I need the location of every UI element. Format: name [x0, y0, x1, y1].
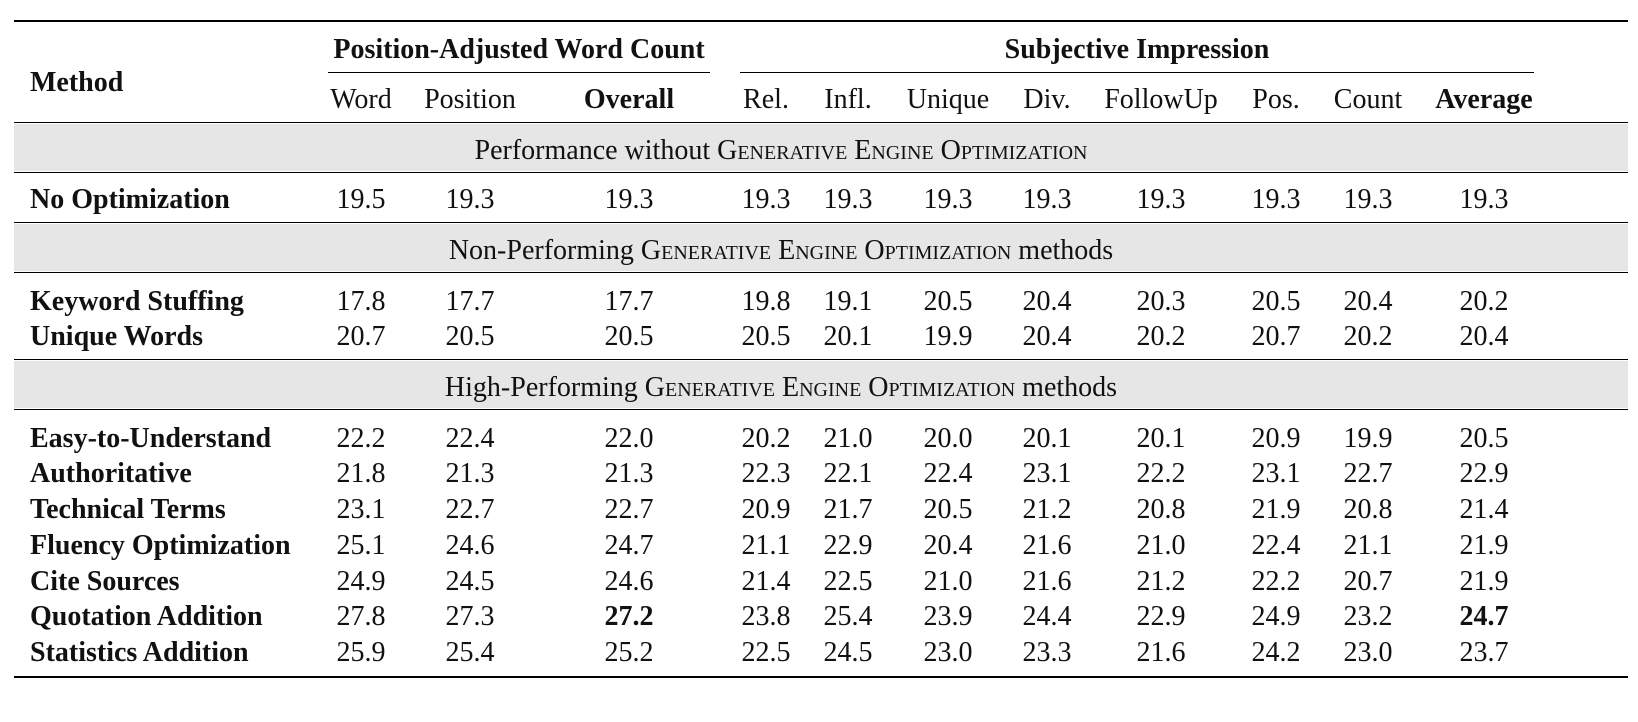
table-cell: 25.9: [336, 637, 386, 668]
table-cell: 19.3: [741, 184, 791, 215]
table-cell: 21.9: [1459, 530, 1509, 561]
table-cell: 21.3: [445, 458, 495, 489]
table-cell: 19.9: [1343, 423, 1393, 454]
section-rule-bottom-1: [14, 272, 1628, 273]
table-cell: 19.3: [1343, 184, 1393, 215]
table-cell: 21.9: [1459, 566, 1509, 597]
table-cell: 20.3: [1136, 286, 1186, 317]
group-header-subjective: Subjective Impression: [1004, 34, 1270, 65]
table-cell: 20.2: [1136, 321, 1186, 352]
table-cell: 17.8: [336, 286, 386, 317]
table-cell: 24.5: [823, 637, 873, 668]
table-cell: 19.9: [923, 321, 973, 352]
table-cell: 22.5: [823, 566, 873, 597]
table-cell: 17.7: [445, 286, 495, 317]
table-cell: 20.1: [1136, 423, 1186, 454]
table-cell: 19.3: [923, 184, 973, 215]
table-cell: 20.5: [1251, 286, 1301, 317]
row-method-label: Quotation Addition: [30, 601, 263, 632]
table-cell: 21.9: [1251, 494, 1301, 525]
table-cell: 23.1: [1022, 458, 1072, 489]
section-title-prefix: Performance without: [474, 135, 718, 166]
table-cell: 20.7: [1251, 321, 1301, 352]
table-cell: 21.7: [823, 494, 873, 525]
table-cell: 20.7: [1343, 566, 1393, 597]
table-cell: 21.6: [1022, 566, 1072, 597]
results-table: [14, 0, 1628, 722]
table-cell: 24.9: [336, 566, 386, 597]
table-cell: 23.9: [923, 601, 973, 632]
table-cell: 24.7: [1459, 601, 1509, 632]
table-cell: 25.2: [604, 637, 654, 668]
section-title-suffix: methods: [1015, 372, 1118, 403]
table-cell: 19.3: [1251, 184, 1301, 215]
column-header-average: Average: [1435, 84, 1533, 115]
table-cell: 23.2: [1343, 601, 1393, 632]
table-cell: 20.2: [1343, 321, 1393, 352]
table-cell: 23.3: [1022, 637, 1072, 668]
table-cell: 22.7: [1343, 458, 1393, 489]
section-rule-bottom-0: [14, 172, 1628, 173]
table-cell: 20.5: [923, 286, 973, 317]
row-method-label: Cite Sources: [30, 566, 180, 597]
table-cell: 22.3: [741, 458, 791, 489]
table-cell: 19.3: [604, 184, 654, 215]
table-cell: 22.1: [823, 458, 873, 489]
table-cell: 19.3: [1459, 184, 1509, 215]
section-title-geo: Generative Engine Optimization: [717, 135, 1088, 166]
table-cell: 24.5: [445, 566, 495, 597]
table-cell: 22.9: [1459, 458, 1509, 489]
table-cell: 20.9: [1251, 423, 1301, 454]
table-cell: 20.9: [741, 494, 791, 525]
table-cell: 24.6: [604, 566, 654, 597]
table-cell: 22.5: [741, 637, 791, 668]
table-cell: 23.1: [336, 494, 386, 525]
section-rule-top-0: [14, 122, 1628, 123]
table-cell: 22.2: [336, 423, 386, 454]
row-method-label: Statistics Addition: [30, 637, 249, 668]
table-cell: 23.7: [1459, 637, 1509, 668]
table-cell: 20.7: [336, 321, 386, 352]
table-cell: 22.4: [923, 458, 973, 489]
table-cell: 20.5: [604, 321, 654, 352]
table-cell: 25.4: [445, 637, 495, 668]
section-rule-bottom-2: [14, 409, 1628, 410]
section-title: [475, 137, 1088, 165]
table-cell: 20.5: [445, 321, 495, 352]
table-cell: 24.4: [1022, 601, 1072, 632]
table-cell: 20.4: [1343, 286, 1393, 317]
section-title-geo: Generative Engine Optimization: [640, 235, 1012, 266]
row-method-label: No Optimization: [30, 184, 230, 215]
table-cell: 24.2: [1251, 637, 1301, 668]
table-cell: 21.8: [336, 458, 386, 489]
column-header-followup: FollowUp: [1104, 84, 1218, 115]
section-rule-top-2: [14, 359, 1628, 360]
table-cell: 20.8: [1343, 494, 1393, 525]
group-header-word-count: Position-Adjusted Word Count: [333, 34, 705, 65]
table-cell: 17.7: [604, 286, 654, 317]
section-title-suffix: methods: [1011, 235, 1114, 266]
column-header-pos: Pos.: [1252, 84, 1300, 115]
column-header-div: Div.: [1023, 84, 1071, 115]
table-cell: 22.2: [1136, 458, 1186, 489]
table-cell: 21.6: [1022, 530, 1072, 561]
table-cell: 19.1: [823, 286, 873, 317]
table-cell: 21.2: [1136, 566, 1186, 597]
column-header-unique: Unique: [906, 84, 990, 115]
method-header: Method: [30, 67, 124, 98]
table-cell: 27.3: [445, 601, 495, 632]
table-cell: 22.9: [1136, 601, 1186, 632]
table-cell: 19.3: [1022, 184, 1072, 215]
column-header-infl: Infl.: [824, 84, 872, 115]
table-cell: 19.5: [336, 184, 386, 215]
table-cell: 23.0: [1343, 637, 1393, 668]
table-cell: 19.8: [741, 286, 791, 317]
column-header-overall: Overall: [583, 84, 675, 115]
row-method-label: Technical Terms: [30, 494, 226, 525]
table-cell: 22.0: [604, 423, 654, 454]
table-cell: 20.4: [1022, 286, 1072, 317]
table-cell: 21.3: [604, 458, 654, 489]
table-cell: 23.1: [1251, 458, 1301, 489]
table-cell: 22.4: [1251, 530, 1301, 561]
row-method-label: Easy-to-Understand: [30, 423, 272, 454]
group1-underline: [328, 72, 710, 73]
table-cell: 21.1: [1343, 530, 1393, 561]
section-title-prefix: Non-Performing: [448, 235, 641, 266]
table-cell: 19.3: [445, 184, 495, 215]
table-cell: 20.8: [1136, 494, 1186, 525]
table-cell: 21.0: [823, 423, 873, 454]
table-cell: 21.1: [741, 530, 791, 561]
table-cell: 20.4: [1022, 321, 1072, 352]
column-header-rel: Rel.: [743, 84, 789, 115]
section-title-geo: Generative Engine Optimization: [644, 372, 1016, 403]
table-cell: 22.9: [823, 530, 873, 561]
row-method-label: Authoritative: [30, 458, 192, 489]
table-cell: 21.6: [1136, 637, 1186, 668]
table-cell: 21.4: [1459, 494, 1509, 525]
table-cell: 20.5: [741, 321, 791, 352]
table-cell: 20.1: [823, 321, 873, 352]
table-cell: 20.4: [923, 530, 973, 561]
table-cell: 27.2: [604, 601, 654, 632]
row-method-label: Keyword Stuffing: [30, 286, 244, 317]
section-rule-top-1: [14, 222, 1628, 223]
table-cell: 24.7: [604, 530, 654, 561]
section-title-prefix: High-Performing: [444, 372, 645, 403]
table-cell: 21.4: [741, 566, 791, 597]
group2-underline: [740, 72, 1534, 73]
top-rule: [14, 20, 1628, 22]
table-cell: 22.7: [445, 494, 495, 525]
table-cell: 19.3: [823, 184, 873, 215]
row-method-label: Unique Words: [30, 321, 203, 352]
table-cell: 25.4: [823, 601, 873, 632]
table-cell: 27.8: [336, 601, 386, 632]
table-cell: 20.2: [1459, 286, 1509, 317]
section-title: [449, 237, 1113, 265]
bottom-rule: [14, 676, 1628, 678]
table-cell: 25.1: [336, 530, 386, 561]
table-cell: 20.4: [1459, 321, 1509, 352]
table-cell: 20.2: [741, 423, 791, 454]
table-cell: 20.0: [923, 423, 973, 454]
column-header-word: Word: [330, 84, 392, 115]
table-cell: 24.9: [1251, 601, 1301, 632]
table-cell: 22.7: [604, 494, 654, 525]
table-cell: 21.2: [1022, 494, 1072, 525]
table-cell: 19.3: [1136, 184, 1186, 215]
table-cell: 24.6: [445, 530, 495, 561]
column-header-position: Position: [424, 84, 516, 115]
column-header-count: Count: [1333, 84, 1403, 115]
table-cell: 20.5: [1459, 423, 1509, 454]
table-cell: 22.4: [445, 423, 495, 454]
table-cell: 20.1: [1022, 423, 1072, 454]
section-title: [445, 374, 1117, 402]
table-cell: 23.8: [741, 601, 791, 632]
table-cell: 21.0: [1136, 530, 1186, 561]
table-cell: 21.0: [923, 566, 973, 597]
table-cell: 23.0: [923, 637, 973, 668]
row-method-label: Fluency Optimization: [30, 530, 291, 561]
table-cell: 22.2: [1251, 566, 1301, 597]
table-cell: 20.5: [923, 494, 973, 525]
